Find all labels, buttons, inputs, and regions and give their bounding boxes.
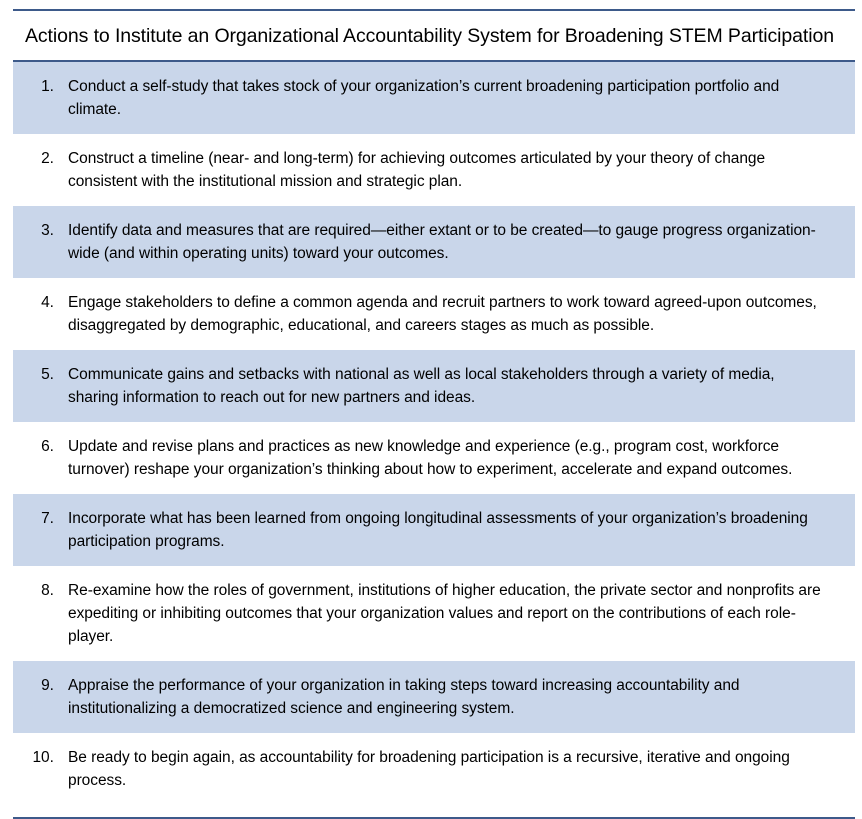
title-block	[0, 11, 862, 60]
list-item-text: Identify data and measures that are required—either extant or to be created—to gauge progress organization-wide (and within operating units) toward your outcomes.	[68, 222, 816, 262]
list-item-number: 7.	[41, 510, 54, 527]
list-item-text: Engage stakeholders to define a common agenda and recruit partners to work toward agreed-upon outcomes, disaggregated by demographic, educational, and careers stages as much as possible.	[68, 294, 817, 334]
list-item-text: Conduct a self-study that takes stock of your organization’s current broadening participation portfolio and climate.	[68, 78, 780, 118]
list-item	[13, 62, 855, 134]
list-item-text: Update and revise plans and practices as new knowledge and experience (e.g., program cost, workforce turnover) reshape your organization’s thinking about how to experiment, accelerate and expand outcomes.	[68, 438, 793, 478]
list-item-text: Communicate gains and setbacks with national as well as local stakeholders through a variety of media, sharing information to reach out for new partners and ideas.	[68, 366, 775, 406]
list-item	[13, 278, 855, 350]
list-item-text: Incorporate what has been learned from ongoing longitudinal assessments of your organization’s broadening participation programs.	[68, 510, 808, 550]
list-item	[13, 134, 855, 206]
list-item-text: Be ready to begin again, as accountability for broadening participation is a recursive, iterative and ongoing process.	[68, 749, 790, 789]
list-item-number: 8.	[41, 582, 54, 599]
list-item-number: 9.	[41, 677, 54, 694]
list-item	[13, 566, 855, 661]
list-item-number: 1.	[41, 78, 54, 95]
list-item-text: Re-examine how the roles of government, institutions of higher education, the private sector and nonprofits are expediting or inhibiting outcomes that your organization values and report on the contributions of each role-player.	[68, 582, 821, 645]
list-item	[13, 494, 855, 566]
list-item-number: 2.	[41, 150, 54, 167]
list-item-number: 6.	[41, 438, 54, 455]
list-item	[13, 206, 855, 278]
list-item-number: 3.	[41, 222, 54, 239]
actions-list	[0, 62, 862, 805]
list-item-number: 10.	[32, 749, 54, 766]
list-item-number: 4.	[41, 294, 54, 311]
list-item	[13, 733, 855, 805]
list-item-number: 5.	[41, 366, 54, 383]
list-item	[13, 422, 855, 494]
list-item	[13, 661, 855, 733]
list-item-text: Appraise the performance of your organization in taking steps toward increasing accountability and institutionalizing a democratized science and engineering system.	[68, 677, 740, 717]
list-item-text: Construct a timeline (near- and long-term) for achieving outcomes articulated by your theory of change consistent with the institutional mission and strategic plan.	[68, 150, 766, 190]
page-title: Actions to Institute an Organizational Accountability System for Broadening STEM Participation	[25, 25, 834, 47]
list-item	[13, 350, 855, 422]
actions-table	[0, 9, 862, 789]
